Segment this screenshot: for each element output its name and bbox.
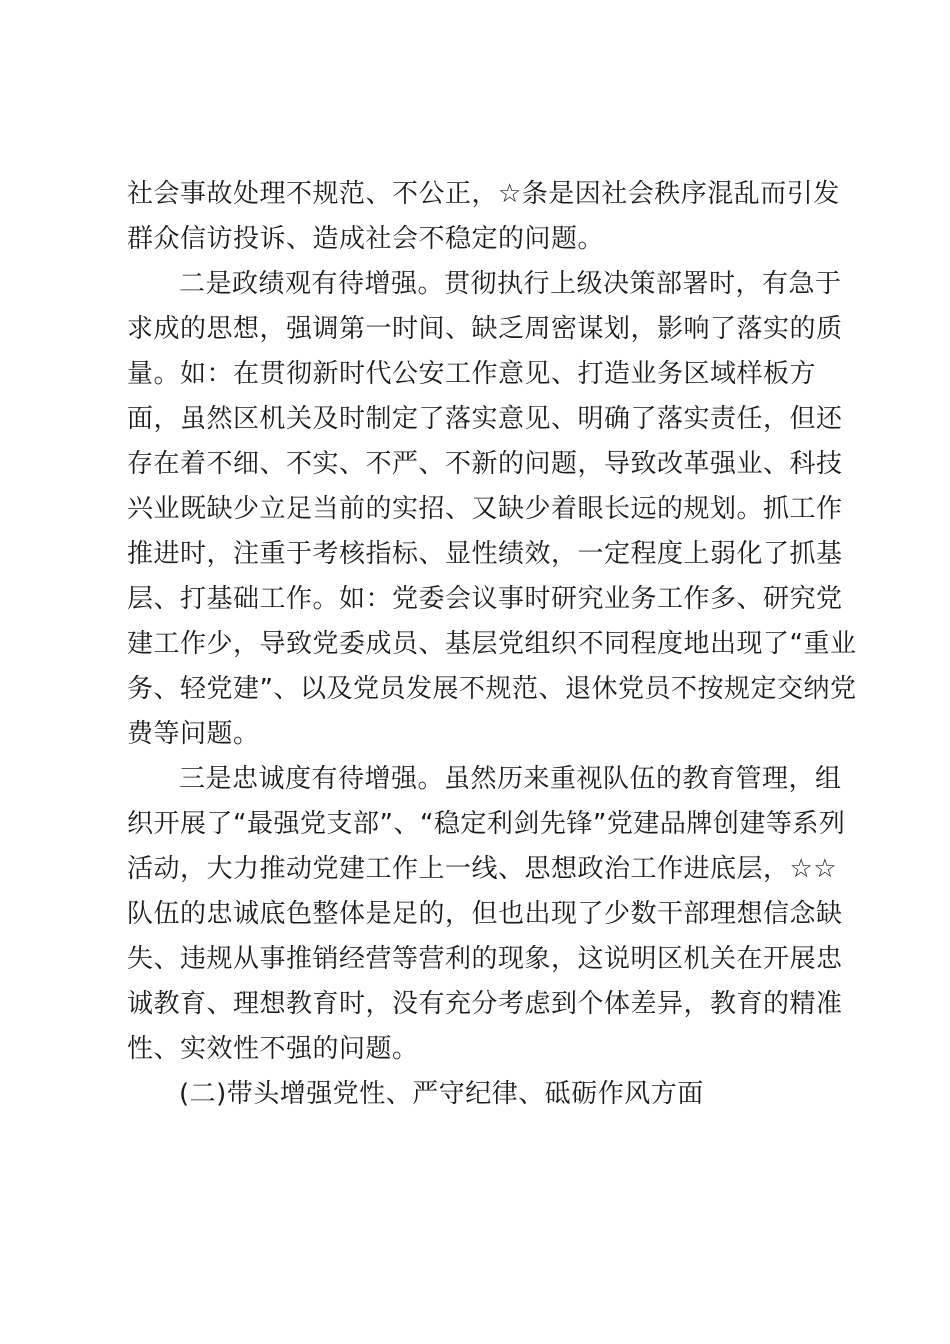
text-line: 队伍的忠诚底色整体是足的，但也出现了少数干部理想信念缺	[127, 899, 843, 929]
text-line: 量。如：在贯彻新时代公安工作意见、打造业务区域样板方	[127, 359, 817, 389]
text-line: 群众信访投诉、造成社会不稳定的问题。	[127, 224, 605, 254]
text-line: 诚教育、理想教育时，没有充分考虑到个体差异，教育的精准	[127, 989, 843, 1019]
text-line: 兴业既缺少立足当前的实招、又缺少着眼长远的规划。抓工作	[127, 494, 843, 524]
text-line: 活动，大力推动党建工作上一线、思想政治工作进底层，☆☆	[127, 854, 838, 884]
text-line: 性、实效性不强的问题。	[127, 1034, 419, 1064]
section-heading: (二)带头增强党性、严守纪律、砥砺作风方面	[179, 1079, 704, 1109]
text-line: 存在着不细、不实、不严、不新的问题，导致改革强业、科技	[127, 449, 843, 479]
text-line: 面，虽然区机关及时制定了落实意见、明确了落实责任，但还	[127, 404, 843, 434]
text-line: 织开展了“最强党支部”、“稳定利剑先锋”党建品牌创建等系列	[127, 809, 846, 839]
text-line: 层、打基础工作。如：党委会议事时研究业务工作多、研究党	[127, 584, 843, 614]
text-line: 费等问题。	[127, 719, 260, 749]
text-line: 社会事故处理不规范、不公正，☆条是因社会秩序混乱而引发	[127, 179, 840, 209]
paragraph-start-line: 三是忠诚度有待增强。虽然历来重视队伍的教育管理，组	[179, 764, 842, 794]
paragraph-start-line: 二是政绩观有待增强。贯彻执行上级决策部署时，有急于	[179, 269, 842, 299]
text-line: 失、违规从事推销经营等营利的现象，这说明区机关在开展忠	[127, 944, 843, 974]
text-line: 务、轻党建”、以及党员发展不规范、退休党员不按规定交纳党	[127, 674, 857, 704]
text-line: 推进时，注重于考核指标、显性绩效，一定程度上弱化了抓基	[127, 539, 843, 569]
document-body	[127, 172, 857, 1117]
text-line: 求成的思想，强调第一时间、缺乏周密谋划，影响了落实的质	[127, 314, 843, 344]
text-line: 建工作少，导致党委成员、基层党组织不同程度地出现了“重业	[127, 629, 857, 659]
